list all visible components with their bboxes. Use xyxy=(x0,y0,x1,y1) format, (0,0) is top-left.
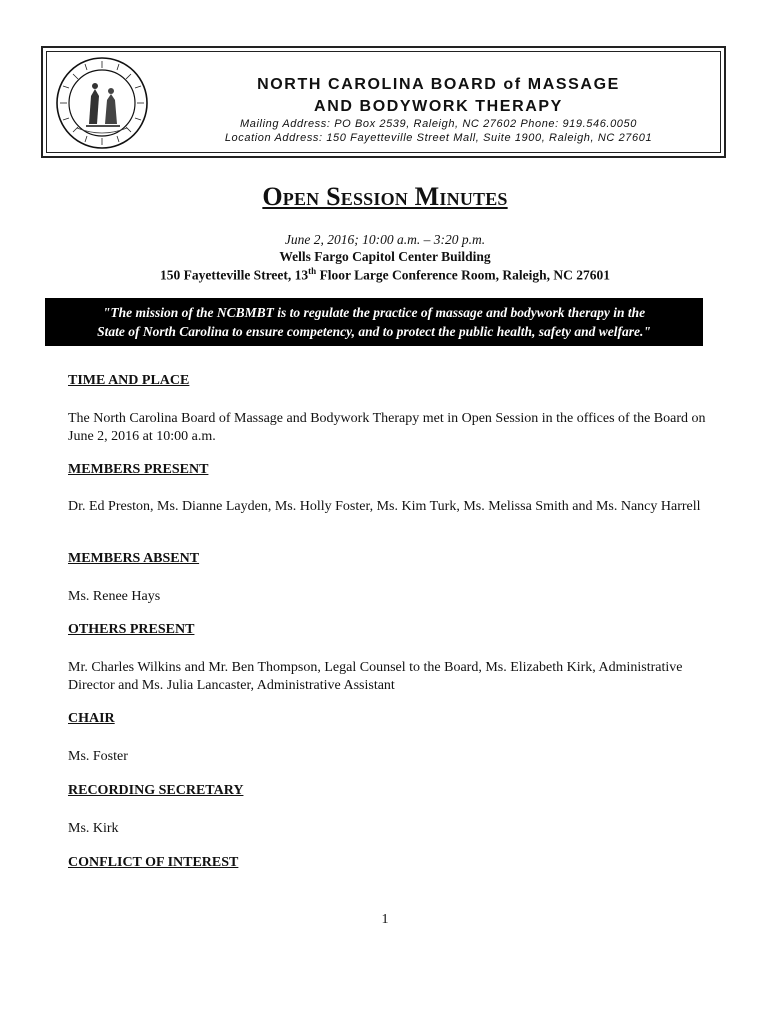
state-seal-icon xyxy=(55,56,149,150)
section-text-time-place: The North Carolina Board of Massage and Bodywork Therapy met in Open Session in the offices of the Board on June 2, 2016 at 10:00 a.m. xyxy=(68,411,706,444)
section-text-others-present: Mr. Charles Wilkins and Mr. Ben Thompson, Legal Counsel to the Board, Ms. Elizabeth Kirk, Administrative Director and Ms. Julia Lancaster, Administrative Assistant xyxy=(68,660,683,693)
section-heading-members-present: MEMBERS PRESENT xyxy=(68,462,209,477)
section-text-members-absent: Ms. Renee Hays xyxy=(68,589,161,604)
section-text-recording-secretary: Ms. Kirk xyxy=(68,821,119,836)
section-heading-chair: CHAIR xyxy=(68,711,115,726)
section-heading-time-place: TIME AND PLACE xyxy=(68,373,190,388)
section-heading-others-present: OTHERS PRESENT xyxy=(68,622,195,637)
letterhead xyxy=(41,46,726,158)
organization-name: NORTH CAROLINA BOARD of MASSAGE AND BODYWORK THERAPY xyxy=(257,76,620,115)
section-heading-conflict-of-interest: CONFLICT OF INTEREST xyxy=(68,855,239,870)
meeting-building: Wells Fargo Capitol Center Building xyxy=(279,249,491,264)
meeting-room: 150 Fayetteville Street, 13th Floor Large Conference Room, Raleigh, NC 27601 xyxy=(159,266,611,283)
page-number: 1 xyxy=(381,912,389,927)
mailing-address: Mailing Address: PO Box 2539, Raleigh, NC 27602 Phone: 919.546.0050 xyxy=(240,118,637,130)
location-address: Location Address: 150 Fayetteville Street Mall, Suite 1900, Raleigh, NC 27601 xyxy=(224,132,653,144)
section-text-members-present: Dr. Ed Preston, Ms. Dianne Layden, Ms. Holly Foster, Ms. Kim Turk, Ms. Melissa Smith and Ms. Nancy Harrell xyxy=(68,499,701,514)
meeting-datetime: June 2, 2016; 10:00 a.m. – 3:20 p.m. xyxy=(284,232,486,247)
mission-statement: "The mission of the NCBMBT is to regulate the practice of massage and bodywork therapy in the State of North Carolina to ensure competency, and to protect the public health, safety and welfare." xyxy=(45,298,703,346)
section-heading-recording-secretary: RECORDING SECRETARY xyxy=(68,783,244,798)
section-heading-members-absent: MEMBERS ABSENT xyxy=(68,551,200,566)
document-title: Open Session Minutes xyxy=(262,182,508,211)
section-text-chair: Ms. Foster xyxy=(68,749,128,764)
